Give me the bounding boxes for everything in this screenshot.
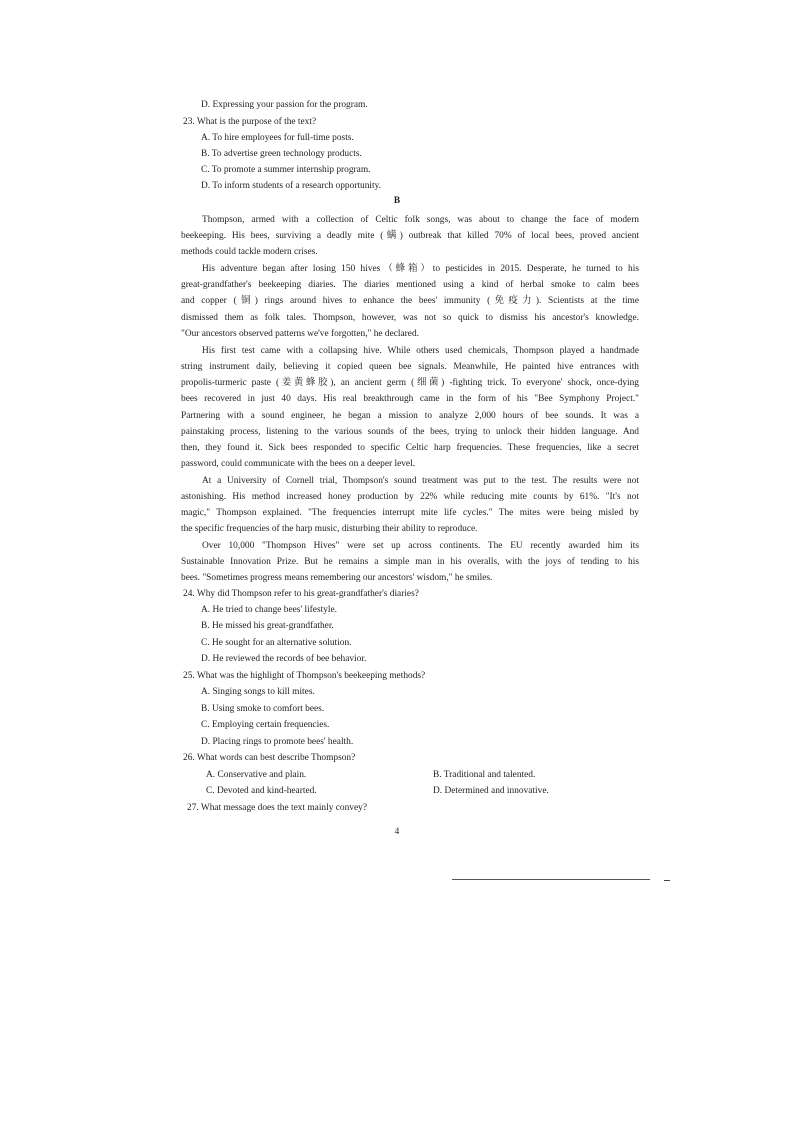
passage-line: astonishing. His method increased honey production by 22% while reducing mite counts by 61%. "It's not xyxy=(181,492,639,502)
q24-option-a: A. He tried to change bees' lifestyle. xyxy=(201,605,338,615)
passage-line: beekeeping. His bees, surviving a deadly mite (螨) outbreak that killed 70% of local bees, proved ancient xyxy=(181,231,639,241)
passage-line: Thompson, armed with a collection of Celtic folk songs, was about to change the face of modern xyxy=(202,215,639,225)
q25-option-d: D. Placing rings to promote bees' health. xyxy=(201,737,354,747)
q24-option-c: C. He sought for an alternative solution. xyxy=(201,638,352,648)
section-label: B xyxy=(393,196,401,206)
passage-line: bees. "Sometimes progress means remembering our ancestors' wisdom," he smiles. xyxy=(181,573,493,583)
passage-line: propolis-turmeric paste (姜黄蜂胶), an ancient germ (细菌) -fighting trick. To everyone' shock, once-dying xyxy=(181,378,639,388)
passage-line: "Our ancestors observed patterns we've forgotten," he declared. xyxy=(181,329,419,339)
q26-stem: 26. What words can best describe Thompson? xyxy=(183,753,356,763)
q23-option-d: D. To inform students of a research opportunity. xyxy=(201,181,382,191)
q22-option-d: D. Expressing your passion for the program. xyxy=(201,100,368,110)
passage-line: magic," Thompson explained. "The frequencies interrupt mite life cycles." The mites were being misled by xyxy=(181,508,639,518)
q23-stem: 23. What is the purpose of the text? xyxy=(183,117,317,127)
passage-line: dismissed them as folk tales. Thompson, however, was not so quick to dismiss his ancestor's knowledge. xyxy=(181,313,639,323)
q24-option-b: B. He missed his great-grandfather. xyxy=(201,621,334,631)
passage-line: Sustainable Innovation Prize. But he remains a simple man in his overalls, with the joys of tending to his xyxy=(181,557,639,567)
passage-line: painstaking process, listening to the various sounds of the bees, trying to unlock their hidden language. And xyxy=(181,427,639,437)
passage-line: and copper (铜) rings around hives to enhance the bees' immunity (免疫力). Scientists at the time xyxy=(181,296,639,306)
q24-option-d: D. He reviewed the records of bee behavior. xyxy=(201,654,367,664)
q25-option-c: C. Employing certain frequencies. xyxy=(201,720,330,730)
q23-option-b: B. To advertise green technology products. xyxy=(201,149,362,159)
scan-artifact-mark xyxy=(664,880,670,881)
q23-option-a: A. To hire employees for full-time posts. xyxy=(201,133,354,143)
q27-stem: 27. What message does the text mainly convey? xyxy=(187,803,367,813)
passage-line: the specific frequencies of the harp music, disturbing their ability to reproduce. xyxy=(181,524,478,534)
passage-line: then, they found it. Sick bees responded to specific Celtic harp frequencies. These frequencies, like a secret xyxy=(181,443,639,453)
passage-line: bees recovered in just 40 days. His real breakthrough came in the form of his "Bee Symphony Project." xyxy=(181,394,639,404)
q25-option-a: A. Singing songs to kill mites. xyxy=(201,687,315,697)
scan-artifact-line xyxy=(452,879,650,880)
page-number: 4 xyxy=(394,826,400,836)
passage-line: password, could communicate with the bees on a deeper level. xyxy=(181,459,416,469)
q25-stem: 25. What was the highlight of Thompson's beekeeping methods? xyxy=(183,671,426,681)
passage-line: Partnering with a sound engineer, he began a mission to analyze 2,000 hours of bee sounds. It was a xyxy=(181,411,639,421)
q25-option-b: B. Using smoke to comfort bees. xyxy=(201,704,325,714)
passage-line: string instrument daily, believing it copied queen bee signals. Meanwhile, He painted hive entrances with xyxy=(181,362,639,372)
passage-line: great-grandfather's beekeeping diaries. The diaries mentioned using a kind of herbal smoke to calm bees xyxy=(181,280,639,290)
q26-option-b: B. Traditional and talented. xyxy=(433,770,536,780)
q26-option-c: C. Devoted and kind-hearted. xyxy=(206,786,317,796)
passage-line: methods could tackle modern crises. xyxy=(181,247,318,257)
q26-option-d: D. Determined and innovative. xyxy=(433,786,549,796)
passage-line: Over 10,000 "Thompson Hives" were set up across continents. The EU recently awarded him its xyxy=(202,541,639,551)
passage-line: At a University of Cornell trial, Thompson's sound treatment was put to the test. The results were not xyxy=(202,476,639,486)
q23-option-c: C. To promote a summer internship program. xyxy=(201,165,371,175)
q26-option-a: A. Conservative and plain. xyxy=(206,770,307,780)
passage-line: His first test came with a collapsing hive. While others used chemicals, Thompson played a handmade xyxy=(202,346,639,356)
q24-stem: 24. Why did Thompson refer to his great-grandfather's diaries? xyxy=(183,589,419,599)
passage-line: His adventure began after losing 150 hives（蜂箱）to pesticides in 2015. Desperate, he turned to his xyxy=(202,264,639,274)
